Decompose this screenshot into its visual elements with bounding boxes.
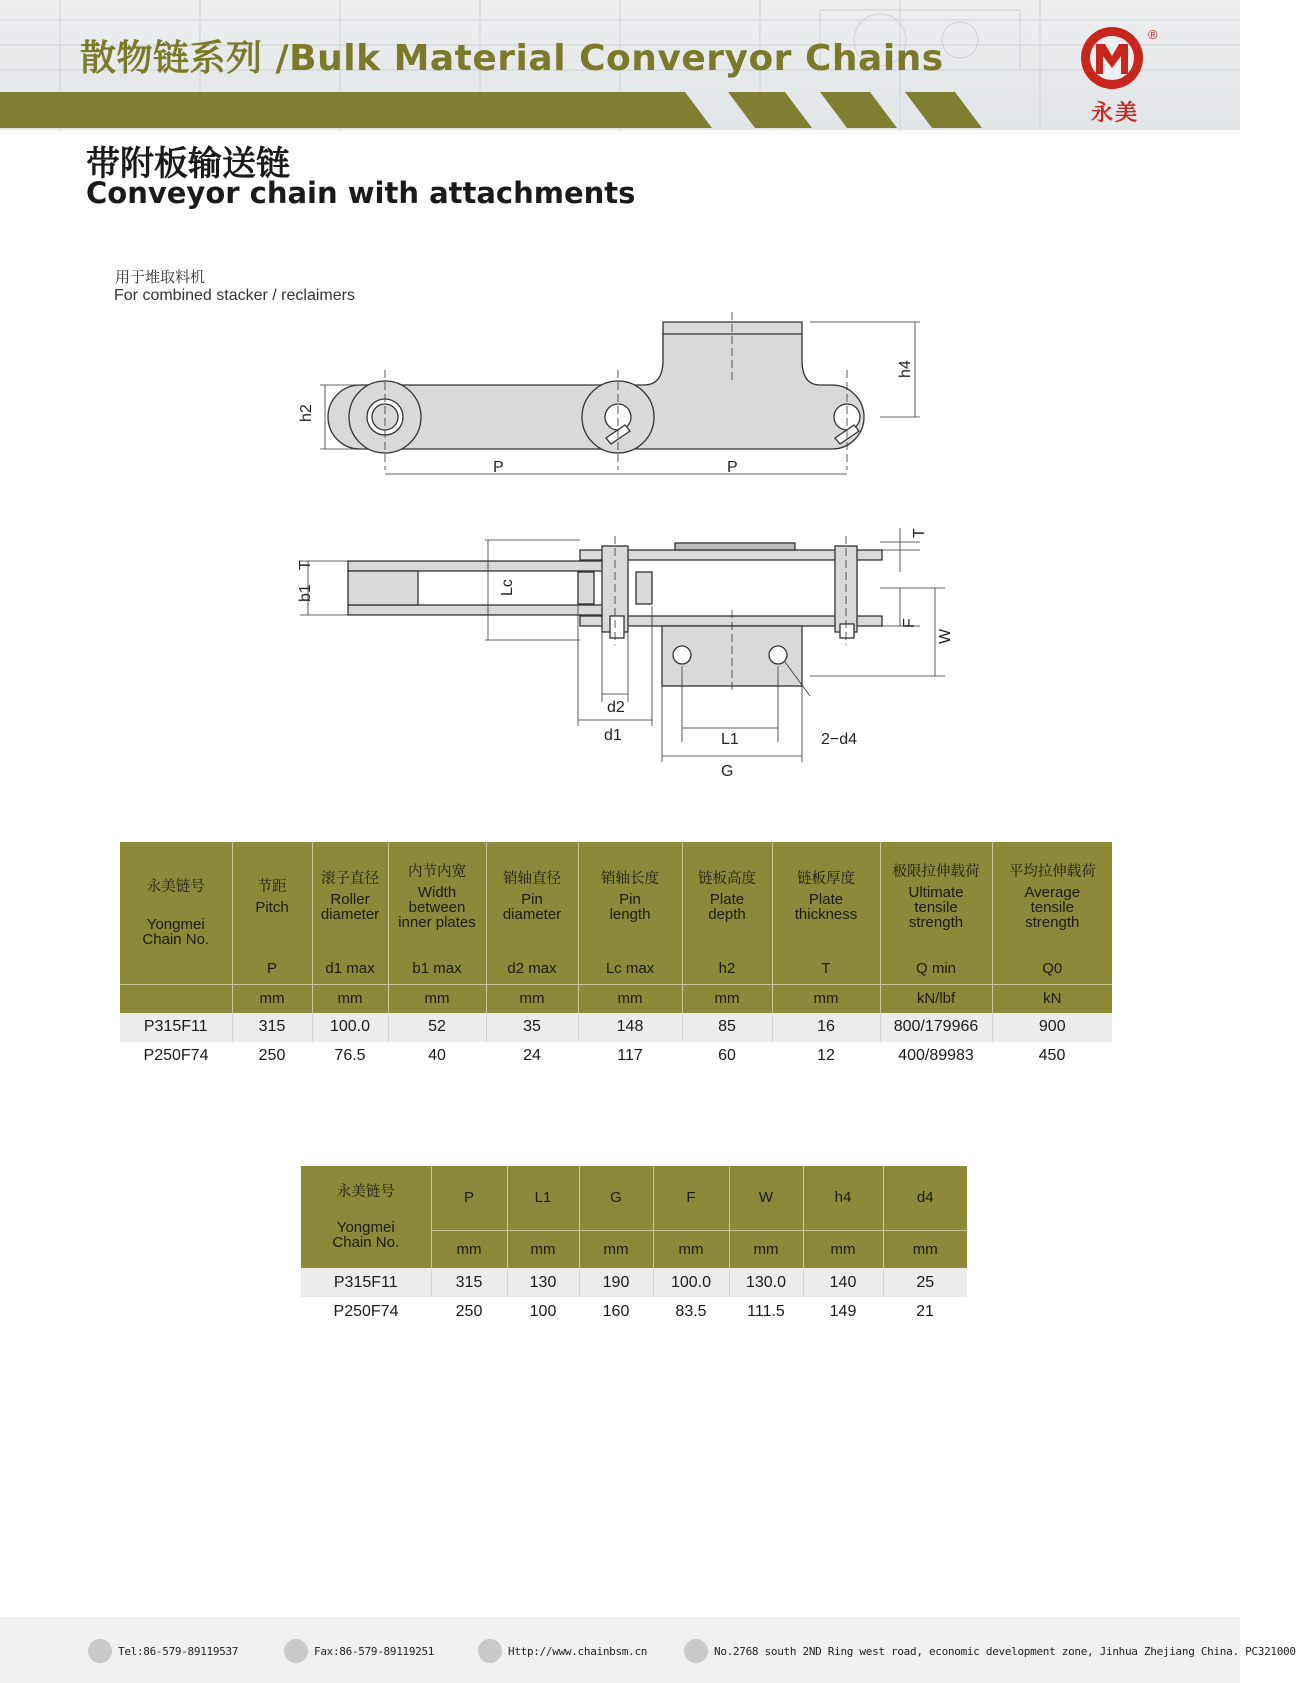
page-title-en: Conveyor chain with attachments xyxy=(86,176,636,210)
cell: 190 xyxy=(579,1268,653,1297)
cell: 100.0 xyxy=(653,1268,729,1297)
footer-address xyxy=(684,1640,1296,1662)
label-b1: b1 xyxy=(297,584,314,602)
unit-h4: mm xyxy=(803,1230,883,1268)
header-plate-depth: 链板高度 Plate depth xyxy=(682,842,772,952)
symbol-P: P xyxy=(431,1166,507,1230)
unit-L1: mm xyxy=(507,1230,579,1268)
cell: 25 xyxy=(883,1268,967,1297)
cell: 24 xyxy=(486,1042,578,1071)
symbol-Q: Q min xyxy=(880,952,992,984)
usage-note-cn: 用于堆取料机 xyxy=(115,269,206,286)
usage-note-en: For combined stacker / reclaimers xyxy=(114,287,355,304)
chain-technical-drawing xyxy=(280,310,980,780)
header-pin-diameter: 销轴直径 Pin diameter xyxy=(486,842,578,952)
label-h4: h4 xyxy=(897,360,914,378)
label-pitch-2: P xyxy=(727,459,738,476)
header-chain-no: 永美链号 Yongmei Chain No. xyxy=(120,842,232,985)
header-inner-width: 内节内宽 Width between inner plates xyxy=(388,842,486,952)
cell: 130.0 xyxy=(729,1268,803,1297)
label-G: G xyxy=(721,763,734,780)
unit-P: mm xyxy=(431,1230,507,1268)
phone-icon xyxy=(88,1639,112,1663)
cell: 250 xyxy=(232,1042,312,1071)
unit-d1: mm xyxy=(312,985,388,1013)
cell: 140 xyxy=(803,1268,883,1297)
unit-Q: kN/lbf xyxy=(880,985,992,1013)
symbol-Lc: Lc max xyxy=(578,952,682,984)
cell: 35 xyxy=(486,1013,578,1042)
cell: 100.0 xyxy=(312,1013,388,1042)
label-Lc: Lc xyxy=(499,579,516,596)
header-plate-thickness: 链板厚度 Plate thickness xyxy=(772,842,880,952)
unit-d4: mm xyxy=(883,1230,967,1268)
footer-tel xyxy=(88,1640,238,1662)
cell-chain-no: P315F11 xyxy=(301,1268,431,1297)
label-T-right: T xyxy=(911,528,928,538)
cell: 450 xyxy=(992,1042,1112,1071)
symbol-W: W xyxy=(729,1166,803,1230)
cell: 400/89983 xyxy=(880,1042,992,1071)
cell-chain-no: P250F74 xyxy=(120,1042,232,1071)
symbol-h2: h2 xyxy=(682,952,772,984)
unit-P: mm xyxy=(232,985,312,1013)
header-pin-length: 销轴长度 Pin length xyxy=(578,842,682,952)
cell: 60 xyxy=(682,1042,772,1071)
cell: 76.5 xyxy=(312,1042,388,1071)
symbol-G: G xyxy=(579,1166,653,1230)
symbol-P: P xyxy=(232,952,312,984)
header-chain-no: 永美链号 Yongmei Chain No. xyxy=(301,1166,431,1268)
attachment-dimension-table xyxy=(301,1166,967,1326)
symbol-F: F xyxy=(653,1166,729,1230)
cell: 149 xyxy=(803,1297,883,1326)
cell-chain-no: P250F74 xyxy=(301,1297,431,1326)
table-row xyxy=(301,1297,967,1326)
table-row xyxy=(120,1013,1112,1042)
fax-icon xyxy=(284,1639,308,1663)
footer-tel-text: Tel:86-579-89119537 xyxy=(118,1644,239,1658)
page-title-cn: 带附板输送链 xyxy=(86,144,290,184)
unit-d2: mm xyxy=(486,985,578,1013)
cell: 40 xyxy=(388,1042,486,1071)
label-d2: d2 xyxy=(607,699,625,716)
label-h2: h2 xyxy=(298,404,315,422)
cell: 130 xyxy=(507,1268,579,1297)
cell: 100 xyxy=(507,1297,579,1326)
cell: 148 xyxy=(578,1013,682,1042)
label-d4: 2−d4 xyxy=(821,731,858,748)
web-icon xyxy=(478,1639,502,1663)
footer-fax xyxy=(284,1640,434,1662)
cell: 16 xyxy=(772,1013,880,1042)
symbol-d4: d4 xyxy=(883,1166,967,1230)
cell: 315 xyxy=(232,1013,312,1042)
symbol-d1: d1 max xyxy=(312,952,388,984)
location-pin-icon xyxy=(684,1639,708,1663)
unit-b1: mm xyxy=(388,985,486,1013)
symbol-T: T xyxy=(772,952,880,984)
cell-chain-no: P315F11 xyxy=(120,1013,232,1042)
logo-text: 永美 xyxy=(1090,101,1139,126)
header-roller-diameter: 滚子直径 Roller diameter xyxy=(312,842,388,952)
cell: 111.5 xyxy=(729,1297,803,1326)
unit-T: mm xyxy=(772,985,880,1013)
footer-web[interactable] xyxy=(478,1640,647,1662)
page-header xyxy=(0,0,1240,130)
cell: 160 xyxy=(579,1297,653,1326)
header-band xyxy=(0,92,1240,128)
unit-Q0: kN xyxy=(992,985,1112,1013)
symbol-L1: L1 xyxy=(507,1166,579,1230)
footer-web-link[interactable]: Http://www.chainbsm.cn xyxy=(508,1644,648,1658)
label-W: W xyxy=(937,628,954,644)
unit-W: mm xyxy=(729,1230,803,1268)
label-T-left: T xyxy=(297,560,314,570)
symbol-h4: h4 xyxy=(803,1166,883,1230)
footer-address-text: No.2768 south 2ND Ring west road, economic development zone, Jinhua Zhejiang China. PC321000 xyxy=(714,1644,1296,1658)
label-L1: L1 xyxy=(721,731,739,748)
label-d1: d1 xyxy=(604,727,622,744)
cell: 900 xyxy=(992,1013,1112,1042)
footer-fax-text: Fax:86-579-89119251 xyxy=(314,1644,435,1658)
cell: 21 xyxy=(883,1297,967,1326)
unit-Lc: mm xyxy=(578,985,682,1013)
cell: 250 xyxy=(431,1297,507,1326)
symbol-Q0: Q0 xyxy=(992,952,1112,984)
unit-F: mm xyxy=(653,1230,729,1268)
chain-spec-table xyxy=(120,842,1112,1071)
symbol-d2: d2 max xyxy=(486,952,578,984)
cell: 117 xyxy=(578,1042,682,1071)
cell: 85 xyxy=(682,1013,772,1042)
cell: 52 xyxy=(388,1013,486,1042)
cell: 315 xyxy=(431,1268,507,1297)
header-pitch: 节距 Pitch xyxy=(232,842,312,952)
table-row xyxy=(120,1042,1112,1071)
label-F: F xyxy=(901,618,918,628)
cell: 83.5 xyxy=(653,1297,729,1326)
label-pitch-1: P xyxy=(493,459,504,476)
unit-h2: mm xyxy=(682,985,772,1013)
table-row xyxy=(301,1268,967,1297)
cell: 12 xyxy=(772,1042,880,1071)
header-ultimate-tensile: 极限拉伸载荷 Ultimate tensile strength xyxy=(880,842,992,952)
symbol-b1: b1 max xyxy=(388,952,486,984)
unit-G: mm xyxy=(579,1230,653,1268)
registered-mark: ® xyxy=(1148,27,1158,42)
header-average-tensile: 平均拉伸载荷 Average tensile strength xyxy=(992,842,1112,952)
series-title: 散物链系列 /Bulk Material Converyor Chains xyxy=(80,38,944,79)
cell: 800/179966 xyxy=(880,1013,992,1042)
